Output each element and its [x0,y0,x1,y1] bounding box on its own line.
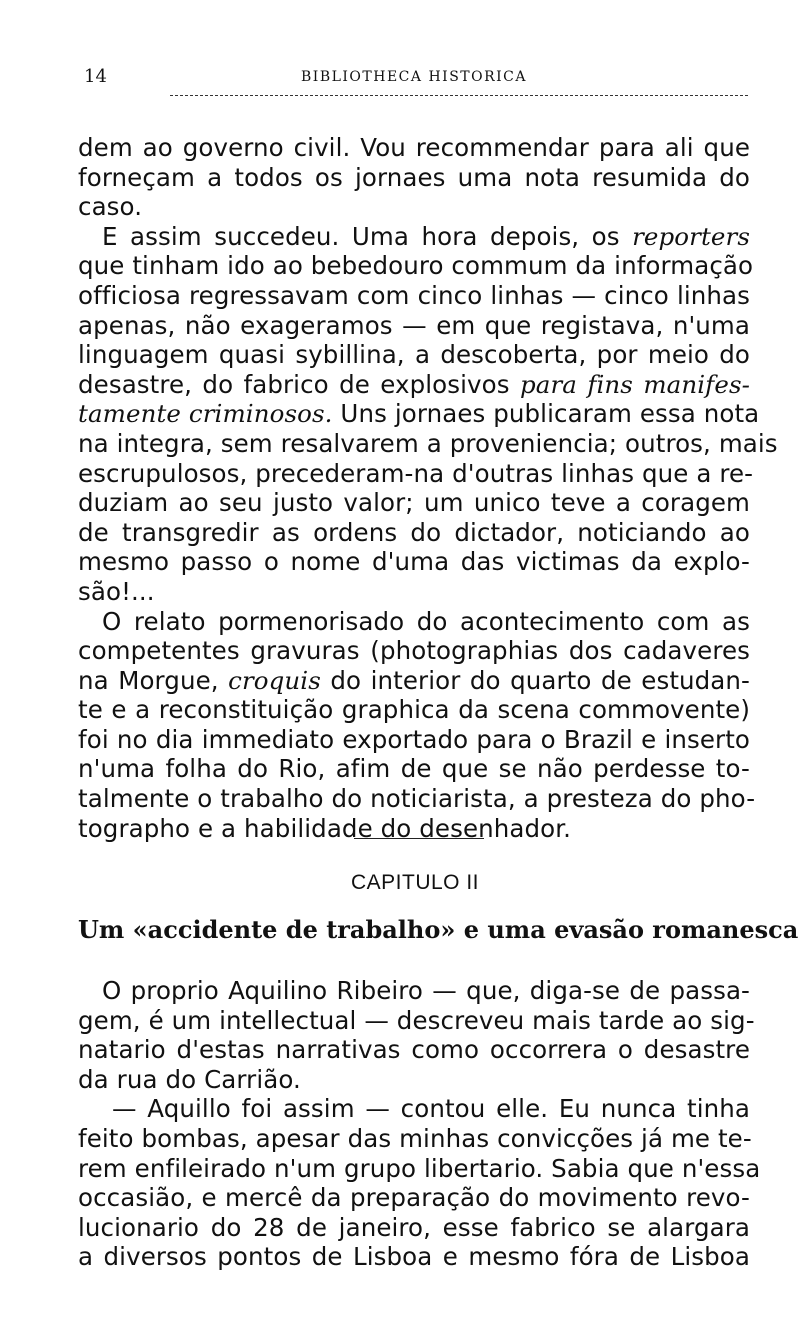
page-number: 14 [84,66,107,87]
text-line: competentes gravuras (photographias dos cadaveres [78,636,750,666]
text-line [78,222,750,252]
text-line: talmente o trabalho do noticiarista, a presteza do pho- [78,784,756,814]
text-line: feito bombas, apesar das minhas convicções já me te- [78,1123,752,1153]
text-line: te e a reconstituição graphica da scena commovente) [78,695,750,725]
italic-term: croquis [228,665,321,695]
text-line: escrupulosos, precederam-na d'outras linhas que a re- [78,458,754,488]
text-line: n'uma folha do Rio, afim de que se não perdesse to- [78,754,750,784]
text-line: gem, é um intellectual — descreveu mais tarde ao sig- [78,1005,755,1035]
italic-term: tamente criminosos. [78,399,333,429]
text-line: officiosa regressavam com cinco linhas — cinco linhas [78,280,750,310]
text-line: mesmo passo o nome d'uma das victimas da explo- [78,547,750,577]
italic-term: para fins manifes- [519,369,750,399]
text-line: O proprio Aquilino Ribeiro — que, diga-se de passa- [102,976,750,1005]
text-line: são!... [78,576,155,606]
text-fragment: do interior do quarto de estudan- [320,665,750,695]
text-line: foi no dia immediato exportado para o Brazil e inserto [78,724,750,754]
text-fragment: na Morgue, [78,665,229,695]
text-line: apenas, não exageramos — em que registava, n'uma [78,310,750,340]
text-line [78,666,750,696]
text-line: — Aquillo foi assim — contou elle. Eu nunca tinha [112,1094,750,1124]
running-head [78,66,750,90]
text-fragment: desastre, do fabrico de explosivos [78,369,520,399]
text-line [78,399,760,429]
text-line: rem enfileirado n'um grupo libertario. Sabia que n'essa [78,1153,761,1183]
text-fragment: Uns jornaes publicaram essa nota [332,399,760,429]
body-text [78,133,778,843]
text-line: caso. [78,192,143,222]
section-divider [354,838,484,839]
text-line: natario d'estas narrativas como occorrera o desastre [78,1035,750,1065]
chapter-label: CAPITULO II [350,871,480,894]
text-line: duziam ao seu justo valor; um unico teve a coragem [78,488,750,518]
text-line: da rua do Carrião. [78,1064,301,1094]
text-line: occasião, e mercê da preparação do movimento revo- [78,1183,750,1213]
text-line: a diversos pontos de Lisboa e mesmo fóra de Lisboa [78,1242,750,1272]
header-rule [170,95,748,96]
text-line: dem ao governo civil. Vou recommendar para ali que [78,133,750,162]
text-line: que tinham ido ao bebedouro commum da informação [78,251,754,281]
chapter-text [78,976,761,1272]
text-line: O relato pormenorisado do acontecimento com as [102,606,750,636]
text-line: lucionario do 28 de janeiro, esse fabrico se alargara [78,1212,750,1242]
text-line [78,370,750,400]
running-title: BIBLIOTHECA HISTORICA [301,69,527,85]
text-line: tographo e a habilidade do desenhador. [78,813,572,843]
text-line: linguagem quasi sybillina, a descoberta, por meio do [78,340,750,370]
text-line: de transgredir as ordens do dictador, noticiando ao [78,517,750,547]
text-fragment: E assim succedeu. Uma hora depois, os [102,221,633,251]
text-line: forneçam a todos os jornaes uma nota resumida do [78,162,750,192]
italic-term: reporters [632,221,750,251]
text-line: na integra, sem resalvarem a proveniencia; outros, mais [78,428,778,458]
chapter-title: Um «accidente de trabalho» e uma evasão romanesca [78,915,799,944]
